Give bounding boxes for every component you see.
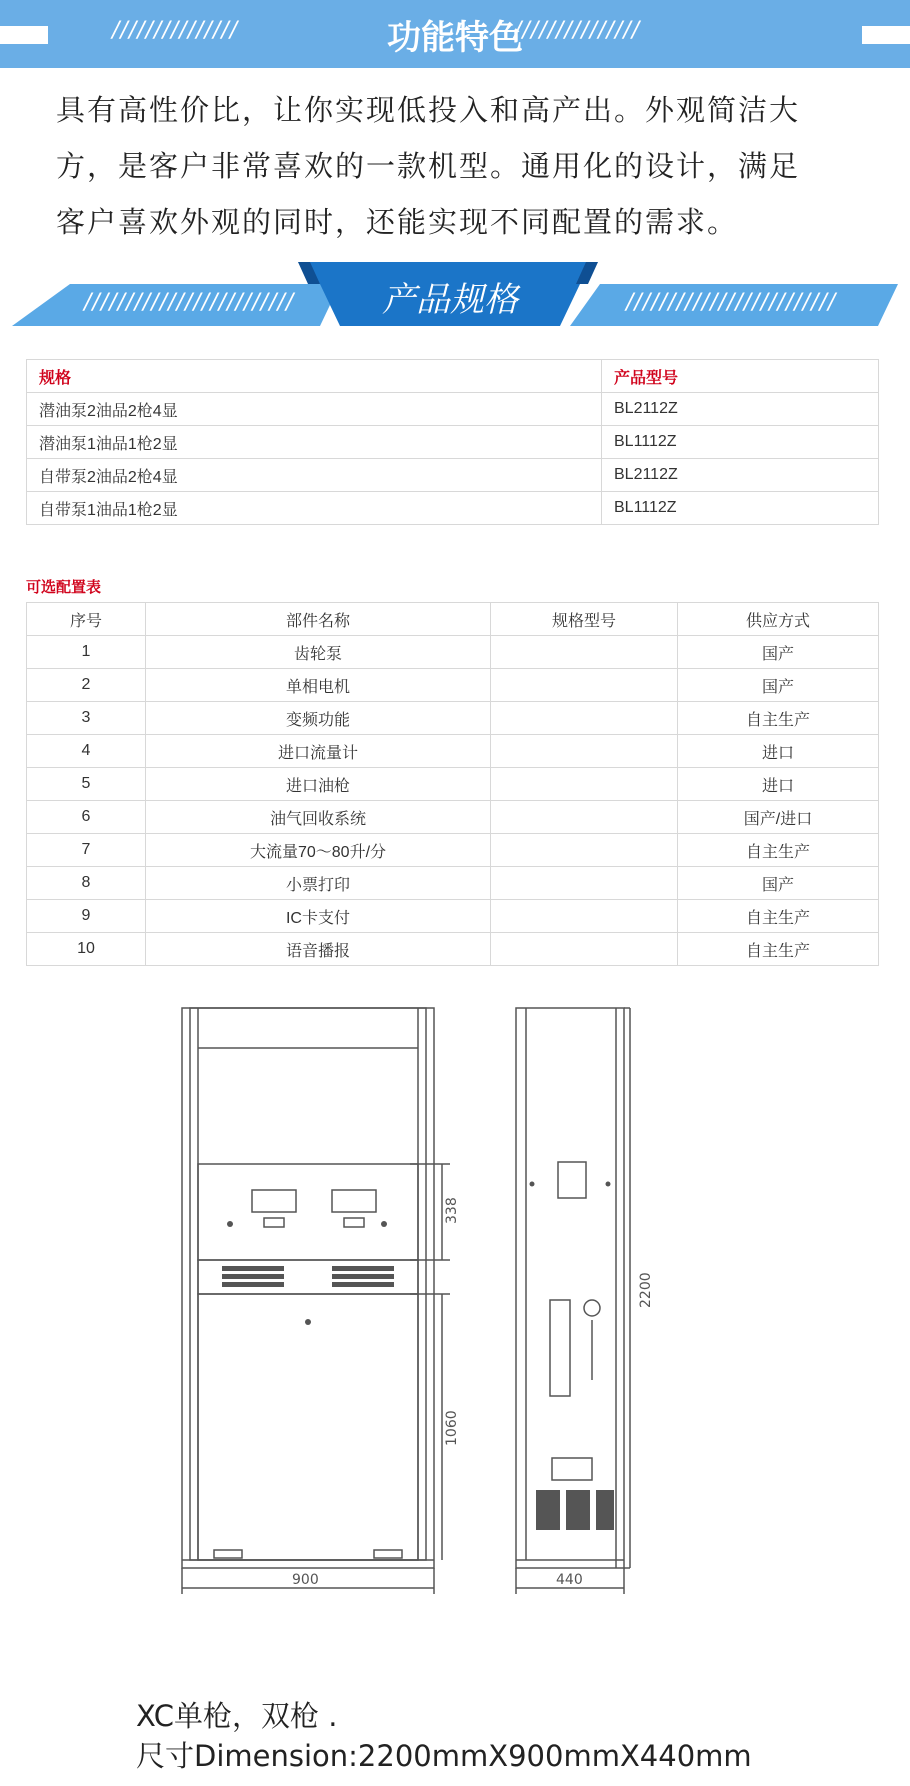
banner-slashes-right: /////////////////////////: [626, 290, 837, 315]
spec-banner-title: 产品规格: [382, 280, 518, 320]
dim-1060-label: 1060: [444, 1410, 460, 1446]
dim-900-label: 900: [292, 1572, 319, 1588]
keypad-icon: [558, 1162, 586, 1198]
model-cell: BL2112Z: [602, 393, 879, 426]
opt-part-cell: 油气回收系统: [146, 801, 491, 834]
opt-supply-cell: 自主生产: [678, 834, 879, 867]
table-row: [27, 801, 879, 834]
opt-no-cell: 6: [27, 801, 146, 834]
opt-model-cell: [491, 801, 678, 834]
opt-model-cell: [491, 636, 678, 669]
spec-cell: 自带泵2油品2枪4显: [27, 459, 602, 492]
front-body: [182, 1008, 434, 1568]
features-line-1: 具有高性价比，让你实现低投入和高产出。外观简洁大: [56, 93, 801, 127]
opt-part-cell: 语音播报: [146, 933, 491, 966]
opt-supply-cell: 自主生产: [678, 933, 879, 966]
dim-2200-label: 2200: [638, 1272, 654, 1308]
opt-part-cell: 进口油枪: [146, 768, 491, 801]
opt-part-cell: 进口流量计: [146, 735, 491, 768]
table-row: [27, 393, 879, 426]
opt-model-cell: [491, 702, 678, 735]
opt-supply-cell: 国产/进口: [678, 801, 879, 834]
table-row: [27, 492, 879, 525]
opt-supply-cell: 国产: [678, 669, 879, 702]
features-title: 功能特色: [387, 18, 523, 58]
spec-table: [26, 359, 879, 525]
dim-338-label: 338: [444, 1197, 460, 1224]
banner-slashes-left: /////////////////////////: [84, 290, 295, 315]
opt-no-cell: 8: [27, 867, 146, 900]
opt-supply-cell: 国产: [678, 867, 879, 900]
table-row: [27, 768, 879, 801]
opt-supply-cell: 自主生产: [678, 900, 879, 933]
opt-supply-cell: 自主生产: [678, 702, 879, 735]
options-title: 可选配置表: [26, 579, 102, 596]
features-line-2: 方，是客户非常喜欢的一款机型。通用化的设计，满足: [56, 149, 801, 183]
header-slashes-right: ///////////////: [514, 18, 641, 43]
table-row: [27, 867, 879, 900]
opt-no-cell: 2: [27, 669, 146, 702]
table-row: [27, 900, 879, 933]
table-row: [27, 426, 879, 459]
opt-no-cell: 4: [27, 735, 146, 768]
opt-header-supply: 供应方式: [678, 603, 879, 636]
features-line-3: 客户喜欢外观的同时，还能实现不同配置的需求。: [56, 205, 739, 239]
table-row: [27, 735, 879, 768]
opt-model-cell: [491, 669, 678, 702]
table-row: [27, 702, 879, 735]
model-cell: BL1112Z: [602, 492, 879, 525]
spec-cell: 潜油泵1油品1枪2显: [27, 426, 602, 459]
opt-supply-cell: 进口: [678, 768, 879, 801]
opt-part-cell: 大流量70～80升/分: [146, 834, 491, 867]
features-text: [56, 82, 856, 250]
opt-part-cell: IC卡支付: [146, 900, 491, 933]
model-cell: BL2112Z: [602, 459, 879, 492]
opt-no-cell: 3: [27, 702, 146, 735]
opt-model-cell: [491, 735, 678, 768]
opt-no-cell: 5: [27, 768, 146, 801]
table-row: [27, 669, 879, 702]
opt-no-cell: 1: [27, 636, 146, 669]
caption-line-2: 尺寸Dimension:2200mmX900mmX440mm: [136, 1739, 752, 1773]
table-row: [27, 636, 879, 669]
dispenser-drawing: [160, 990, 720, 1670]
opt-header-part: 部件名称: [146, 603, 491, 636]
opt-part-cell: 齿轮泵: [146, 636, 491, 669]
opt-supply-cell: 国产: [678, 636, 879, 669]
table-row: [27, 834, 879, 867]
opt-model-cell: [491, 900, 678, 933]
model-cell: BL1112Z: [602, 426, 879, 459]
side-body: [516, 1008, 624, 1568]
opt-model-cell: [491, 834, 678, 867]
opt-no-cell: 10: [27, 933, 146, 966]
header-slashes-left: ///////////////: [112, 18, 239, 43]
opt-model-cell: [491, 933, 678, 966]
table-row: [27, 933, 879, 966]
caption-line-1: XC单枪，双枪 .: [136, 1699, 338, 1733]
spec-header-model: 产品型号: [602, 360, 879, 393]
spec-banner: [0, 262, 910, 330]
features-header: [0, 0, 910, 68]
dim-440-label: 440: [556, 1572, 583, 1588]
opt-model-cell: [491, 867, 678, 900]
opt-header-no: 序号: [27, 603, 146, 636]
opt-header-model: 规格型号: [491, 603, 678, 636]
options-table: [26, 602, 879, 966]
spec-cell: 自带泵1油品1枪2显: [27, 492, 602, 525]
table-row: [27, 459, 879, 492]
opt-no-cell: 9: [27, 900, 146, 933]
opt-model-cell: [491, 768, 678, 801]
spec-header-row: [27, 360, 879, 393]
opt-no-cell: 7: [27, 834, 146, 867]
opt-part-cell: 变频功能: [146, 702, 491, 735]
opt-supply-cell: 进口: [678, 735, 879, 768]
opt-part-cell: 小票打印: [146, 867, 491, 900]
options-header-row: [27, 603, 879, 636]
spec-cell: 潜油泵2油品2枪4显: [27, 393, 602, 426]
opt-part-cell: 单相电机: [146, 669, 491, 702]
spec-header-spec: 规格: [27, 360, 602, 393]
